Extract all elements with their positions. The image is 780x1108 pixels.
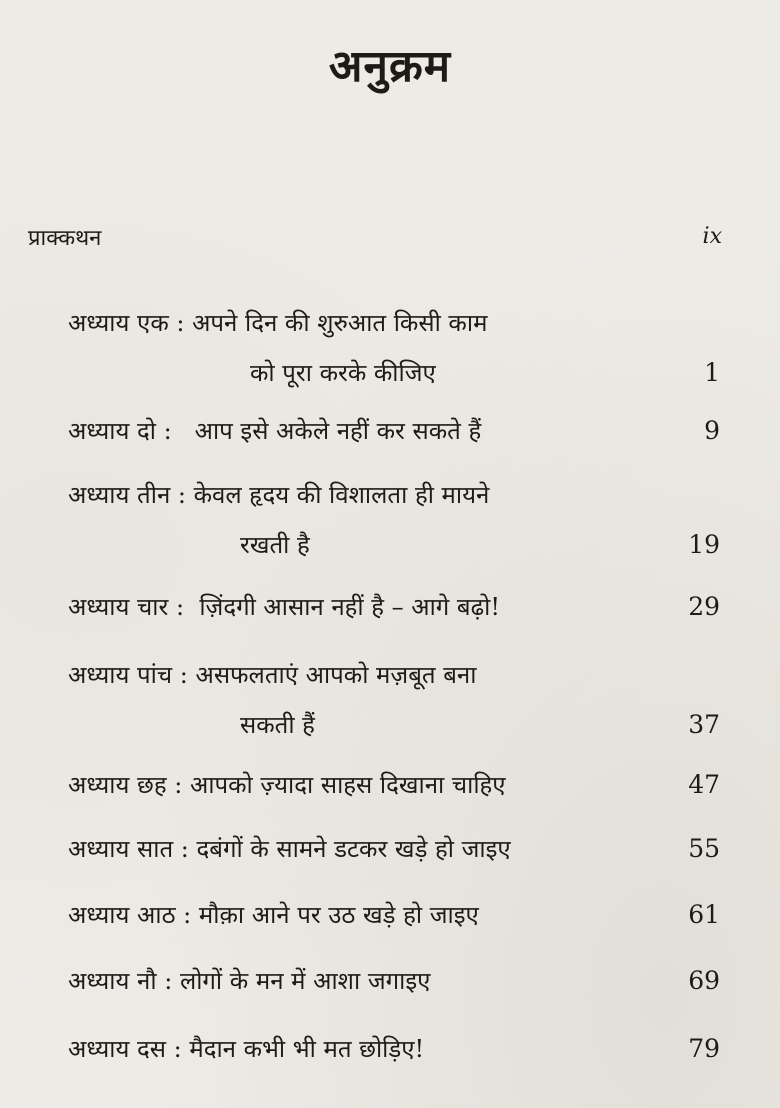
chapter-title: असफलताएं आपको मज़बूत बना: [195, 661, 477, 689]
toc-entry-chapter-4: अध्याय चार : ज़िंदगी आसान नहीं है – आगे बढ़ो! 29: [68, 582, 720, 632]
chapter-page-number: 61: [688, 900, 720, 929]
preface-page-number: ix: [702, 224, 722, 249]
toc-entry-chapter-7: अध्याय सात : दबंगों के सामने डटकर खड़े हो जाइए 55: [68, 824, 720, 874]
chapter-label: अध्याय आठ: [68, 901, 176, 929]
chapter-label: अध्याय नौ: [68, 967, 157, 995]
page-title: अनुक्रम: [328, 41, 452, 92]
chapter-title: अपने दिन की शुरुआत किसी काम: [192, 309, 488, 337]
toc-entry-chapter-5: अध्याय पांच : असफलताएं आपको मज़बूत बना सकती हैं 37: [68, 650, 720, 750]
preface-entry: [28, 216, 722, 256]
chapter-page-number: 79: [688, 1034, 720, 1063]
chapter-page-number: 47: [688, 770, 720, 799]
chapter-title: आप इसे अकेले नहीं कर सकते हैं: [194, 417, 482, 445]
chapter-title: मैदान कभी भी मत छोड़िए!: [189, 1035, 425, 1063]
chapter-label: अध्याय सात: [68, 835, 174, 863]
chapter-title-continued: सकती हैं: [240, 711, 315, 739]
chapter-page-number: 37: [688, 710, 720, 739]
chapter-page-number: 69: [688, 966, 720, 995]
chapter-title: लोगों के मन में आशा जगाइए: [179, 967, 431, 995]
toc-entry-chapter-2: अध्याय दो : आप इसे अकेले नहीं कर सकते हैं 9: [68, 406, 720, 456]
toc-entry-chapter-10: अध्याय दस : मैदान कभी भी मत छोड़िए! 79: [68, 1024, 720, 1074]
chapter-label: अध्याय दस: [68, 1035, 167, 1063]
chapter-title: दबंगों के सामने डटकर खड़े हो जाइए: [196, 835, 511, 863]
chapter-title: ज़िंदगी आसान नहीं है – आगे बढ़ो!: [199, 593, 501, 621]
toc-entry-chapter-3: अध्याय तीन : केवल हृदय की विशालता ही मायने रखती है 19: [68, 470, 720, 570]
chapter-title-continued: रखती है: [240, 531, 310, 559]
preface-label: प्राक्कथन: [28, 226, 102, 251]
chapter-title: मौक़ा आने पर उठ खड़े हो जाइए: [198, 901, 479, 929]
chapter-title: केवल हृदय की विशालता ही मायने: [193, 481, 490, 509]
toc-entry-chapter-1: अध्याय एक : अपने दिन की शुरुआत किसी काम को पूरा करके कीजिए 1: [68, 298, 720, 398]
toc-entry-chapter-6: अध्याय छह : आपको ज़्यादा साहस दिखाना चाहिए 47: [68, 760, 720, 810]
chapter-label: अध्याय दो: [68, 417, 157, 445]
chapter-label: अध्याय तीन: [68, 481, 171, 509]
chapter-page-number: 55: [688, 834, 720, 863]
chapter-page-number: 9: [704, 416, 720, 445]
chapter-label: अध्याय पांच: [68, 661, 173, 689]
chapter-title: आपको ज़्यादा साहस दिखाना चाहिए: [189, 771, 506, 799]
chapter-page-number: 19: [688, 530, 720, 559]
toc-entry-chapter-8: अध्याय आठ : मौक़ा आने पर उठ खड़े हो जाइए 61: [68, 890, 720, 940]
chapter-label: अध्याय छह: [68, 771, 167, 799]
toc-entry-chapter-9: अध्याय नौ : लोगों के मन में आशा जगाइए 69: [68, 956, 720, 1006]
chapter-page-number: 1: [704, 358, 720, 387]
chapter-title-continued: को पूरा करके कीजिए: [250, 359, 436, 387]
chapter-label: अध्याय चार: [68, 593, 169, 621]
chapter-page-number: 29: [688, 592, 720, 621]
chapter-label: अध्याय एक: [68, 309, 169, 337]
